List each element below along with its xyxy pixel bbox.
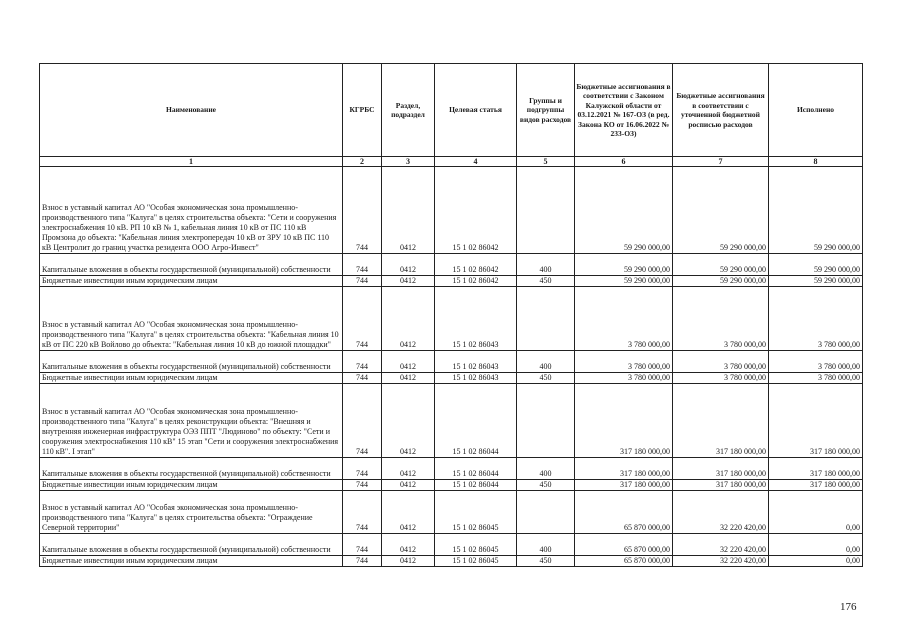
- row-target: 15 1 02 86043: [435, 351, 517, 373]
- row-executed: 0,00: [769, 534, 863, 556]
- row-target: 15 1 02 86042: [435, 254, 517, 276]
- row-kgrbs: 744: [343, 491, 382, 534]
- row-roster-allocation: 59 290 000,00: [673, 167, 769, 254]
- row-name: Бюджетные инвестиции иным юридическим лицам: [40, 556, 343, 567]
- table-row: [40, 373, 863, 384]
- row-section: 0412: [382, 287, 435, 351]
- row-target: 15 1 02 86044: [435, 480, 517, 491]
- table-row: [40, 491, 863, 534]
- row-kgrbs: 744: [343, 373, 382, 384]
- row-target: 15 1 02 86045: [435, 534, 517, 556]
- table-row: [40, 458, 863, 480]
- row-section: 0412: [382, 167, 435, 254]
- row-law-allocation: 3 780 000,00: [575, 287, 673, 351]
- row-roster-allocation: 59 290 000,00: [673, 254, 769, 276]
- row-roster-allocation: 317 180 000,00: [673, 384, 769, 458]
- row-roster-allocation: 3 780 000,00: [673, 351, 769, 373]
- table-row: [40, 254, 863, 276]
- row-name: Взнос в уставный капитал АО "Особая экономическая зона промышленно-производственного типа "Калуга" в целях реконструкции объекта: "Внешняя и внутренняя инженерная инфраструктура ОЭЗ ППТ "Людиново" по объекту: "Сети и сооружения электроснабжения 110 кВ" 15 этап "Сети и сооружения электроснабжения 110 кВ". I этап": [40, 384, 343, 458]
- row-group: [517, 491, 575, 534]
- header-name: Наименование: [40, 64, 343, 157]
- row-executed: 317 180 000,00: [769, 384, 863, 458]
- row-roster-allocation: 3 780 000,00: [673, 287, 769, 351]
- row-roster-allocation: 32 220 420,00: [673, 491, 769, 534]
- row-roster-allocation: 317 180 000,00: [673, 480, 769, 491]
- row-law-allocation: 65 870 000,00: [575, 491, 673, 534]
- column-number: 3: [382, 157, 435, 167]
- row-section: 0412: [382, 254, 435, 276]
- row-group: 400: [517, 534, 575, 556]
- row-group: 450: [517, 480, 575, 491]
- row-executed: 317 180 000,00: [769, 458, 863, 480]
- header-row: [40, 64, 863, 157]
- table-row: [40, 287, 863, 351]
- row-law-allocation: 3 780 000,00: [575, 351, 673, 373]
- row-group: 400: [517, 351, 575, 373]
- row-group: [517, 167, 575, 254]
- column-number: 5: [517, 157, 575, 167]
- row-law-allocation: 317 180 000,00: [575, 458, 673, 480]
- header-roster-allocation: Бюджетные ассигнования в соответствии с уточненной бюджетной росписью расходов: [673, 64, 769, 157]
- row-group: [517, 384, 575, 458]
- row-executed: 0,00: [769, 556, 863, 567]
- budget-table: [39, 63, 863, 567]
- row-group: 400: [517, 458, 575, 480]
- header-section: Раздел, подраздел: [382, 64, 435, 157]
- column-number: 6: [575, 157, 673, 167]
- table-row: [40, 480, 863, 491]
- row-executed: 0,00: [769, 491, 863, 534]
- row-law-allocation: 59 290 000,00: [575, 254, 673, 276]
- row-kgrbs: 744: [343, 534, 382, 556]
- row-executed: 3 780 000,00: [769, 287, 863, 351]
- row-name: Взнос в уставный капитал АО "Особая экономическая зона промышленно-производственного типа "Калуга" в целях строительства объекта: "Ограждение Северной территории": [40, 491, 343, 534]
- row-section: 0412: [382, 351, 435, 373]
- row-target: 15 1 02 86042: [435, 276, 517, 287]
- column-number: 2: [343, 157, 382, 167]
- row-law-allocation: 65 870 000,00: [575, 534, 673, 556]
- table-row: [40, 167, 863, 254]
- row-law-allocation: 59 290 000,00: [575, 167, 673, 254]
- row-kgrbs: 744: [343, 167, 382, 254]
- row-section: 0412: [382, 491, 435, 534]
- row-name: Бюджетные инвестиции иным юридическим лицам: [40, 480, 343, 491]
- row-executed: 59 290 000,00: [769, 254, 863, 276]
- row-roster-allocation: 317 180 000,00: [673, 458, 769, 480]
- row-kgrbs: 744: [343, 384, 382, 458]
- table-row: [40, 534, 863, 556]
- column-number: 1: [40, 157, 343, 167]
- row-name: Бюджетные инвестиции иным юридическим лицам: [40, 276, 343, 287]
- row-executed: 59 290 000,00: [769, 167, 863, 254]
- header-group: Группы и подгруппы видов расходов: [517, 64, 575, 157]
- table-row: [40, 384, 863, 458]
- row-group: [517, 287, 575, 351]
- row-roster-allocation: 32 220 420,00: [673, 556, 769, 567]
- row-target: 15 1 02 86042: [435, 167, 517, 254]
- row-kgrbs: 744: [343, 276, 382, 287]
- row-group: 450: [517, 373, 575, 384]
- row-section: 0412: [382, 373, 435, 384]
- row-law-allocation: 59 290 000,00: [575, 276, 673, 287]
- row-executed: 3 780 000,00: [769, 351, 863, 373]
- row-kgrbs: 744: [343, 287, 382, 351]
- row-name: Бюджетные инвестиции иным юридическим лицам: [40, 373, 343, 384]
- row-executed: 3 780 000,00: [769, 373, 863, 384]
- row-target: 15 1 02 86045: [435, 491, 517, 534]
- header-executed: Исполнено: [769, 64, 863, 157]
- row-name: Капитальные вложения в объекты государственной (муниципальной) собственности: [40, 254, 343, 276]
- column-number-row: [40, 157, 863, 167]
- row-target: 15 1 02 86043: [435, 287, 517, 351]
- table-row: [40, 556, 863, 567]
- table-row: [40, 351, 863, 373]
- row-name: Взнос в уставный капитал АО "Особая экономическая зона промышленно-производственного типа "Калуга" в целях строительства объекта: "Кабельная линия 10 кВ от ПС 220 кВ Войлово до объекта: "Кабельная линия 10 кВ до южной площадки": [40, 287, 343, 351]
- row-target: 15 1 02 86044: [435, 458, 517, 480]
- row-name: Капитальные вложения в объекты государственной (муниципальной) собственности: [40, 534, 343, 556]
- row-section: 0412: [382, 556, 435, 567]
- column-number: 7: [673, 157, 769, 167]
- row-section: 0412: [382, 276, 435, 287]
- row-group: 400: [517, 254, 575, 276]
- row-group: 450: [517, 276, 575, 287]
- row-executed: 59 290 000,00: [769, 276, 863, 287]
- header-law-allocation: Бюджетные ассигнования в соответствии с Законом Калужской области от 03.12.2021 № 167-ОЗ (в ред. Закона КО от 16.06.2022 № 233-ОЗ): [575, 64, 673, 157]
- column-number: 4: [435, 157, 517, 167]
- row-kgrbs: 744: [343, 556, 382, 567]
- column-number: 8: [769, 157, 863, 167]
- row-section: 0412: [382, 480, 435, 491]
- row-target: 15 1 02 86043: [435, 373, 517, 384]
- row-kgrbs: 744: [343, 458, 382, 480]
- row-section: 0412: [382, 384, 435, 458]
- row-kgrbs: 744: [343, 254, 382, 276]
- row-roster-allocation: 3 780 000,00: [673, 373, 769, 384]
- row-kgrbs: 744: [343, 480, 382, 491]
- page-number: 176: [840, 601, 857, 613]
- row-law-allocation: 3 780 000,00: [575, 373, 673, 384]
- table-row: [40, 276, 863, 287]
- row-name: Капитальные вложения в объекты государственной (муниципальной) собственности: [40, 458, 343, 480]
- row-name: Капитальные вложения в объекты государственной (муниципальной) собственности: [40, 351, 343, 373]
- row-roster-allocation: 59 290 000,00: [673, 276, 769, 287]
- row-executed: 317 180 000,00: [769, 480, 863, 491]
- row-name: Взнос в уставный капитал АО "Особая экономическая зона промышленно-производственного типа "Калуга" в целях строительства объекта: "Сети и сооружения электроснабжения 10 кВ. РП 10 кВ № 1, кабельная линия 10 кВ от ПС 110 кВ Промзона до объекта: "Кабельная линия электропередач 10 кВ от ЗРУ 10 кВ ПС 110 кВ Центролит до границ участка резидента ООО Агро-Инвест": [40, 167, 343, 254]
- row-group: 450: [517, 556, 575, 567]
- row-kgrbs: 744: [343, 351, 382, 373]
- header-kgrbs: КГРБС: [343, 64, 382, 157]
- row-law-allocation: 317 180 000,00: [575, 480, 673, 491]
- row-law-allocation: 317 180 000,00: [575, 384, 673, 458]
- row-target: 15 1 02 86045: [435, 556, 517, 567]
- row-section: 0412: [382, 458, 435, 480]
- header-target: Целевая статья: [435, 64, 517, 157]
- row-section: 0412: [382, 534, 435, 556]
- row-law-allocation: 65 870 000,00: [575, 556, 673, 567]
- row-target: 15 1 02 86044: [435, 384, 517, 458]
- row-roster-allocation: 32 220 420,00: [673, 534, 769, 556]
